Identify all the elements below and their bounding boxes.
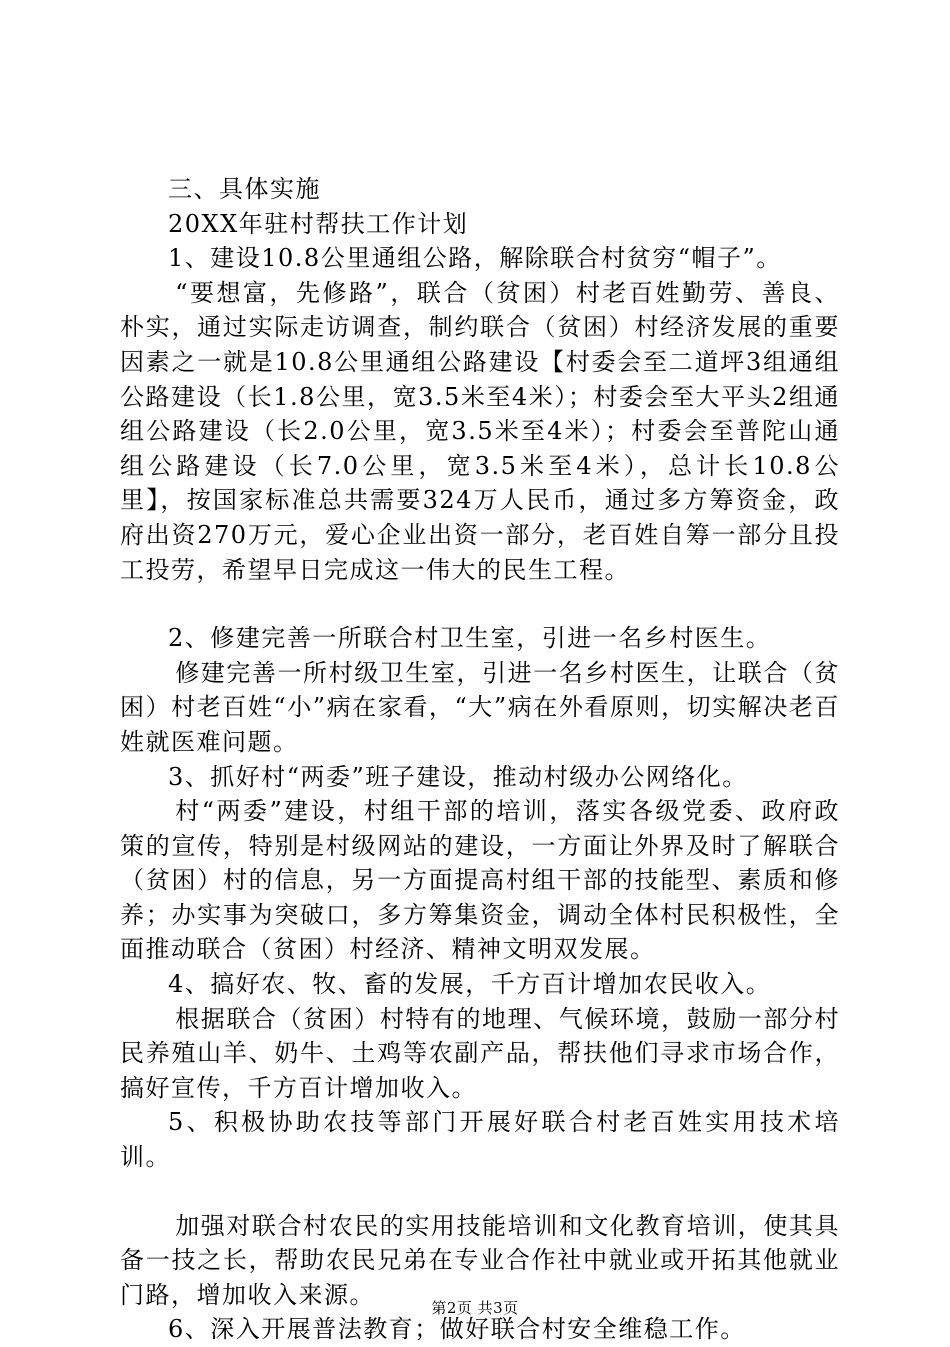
item-5-body: 加强对联合村农民的实用技能培训和文化教育培训，使其具备一技之长，帮助农民兄弟在专业合作社中就业或开拓其他就业门路，增加收入来源。 [120,1211,840,1309]
item-1-heading: 1、建设10.8公里通组公路，解除联合村贫穷“帽子”。 [168,244,782,273]
item-4-body: 根据联合（贫困）村特有的地理、气候环境，鼓励一部分村民养殖山羊、奶牛、土鸡等农副产品，帮扶他们寻求市场合作，搞好宣传，千方百计增加收入。 [120,1004,840,1102]
section-heading: 三、具体实施 [168,175,321,203]
item-4-heading: 4、搞好农、牧、畜的发展，千方百计增加农民收入。 [168,970,772,999]
page-number-footer: 第2页 共3页 [431,1299,519,1317]
item-6-heading: 6、深入开展普法教育；做好联合村安全维稳工作。 [168,1315,746,1344]
plan-title: 20XX年驻村帮扶工作计划 [168,209,469,238]
item-5-heading: 5、积极协助农技等部门开展好联合村老百姓实用技术培训。 [120,1108,840,1172]
item-2-body: 修建完善一所村级卫生室，引进一名乡村医生，让联合（贫困）村老百姓“小”病在家看，“大”病在外看原则，切实解决老百姓就医难问题。 [120,658,840,756]
document-body [120,172,840,1347]
item-2-heading: 2、修建完善一所联合村卫生室，引进一名乡村医生。 [168,624,772,653]
item-3-body: 村“两委”建设，村组干部的培训，落实各级党委、政府政策的宣传，特别是村级网站的建设，一方面让外界及时了解联合（贫困）村的信息，另一方面提高村组干部的技能型、素质和修养；办实事为突破口，多方筹集资金，调动全体村民积极性，全面推动联合（贫困）村经济、精神文明双发展。 [120,797,840,964]
item-1-body: “要想富，先修路”，联合（贫困）村老百姓勤劳、善良、朴实，通过实际走访调查，制约联合（贫困）村经济发展的重要因素之一就是10.8公里通组公路建设【村委会至二道坪3组通组公路建设（长1.8公里，宽3.5米至4米）；村委会至大平头2组通组公路建设（长2.0公里，宽3.5米至4米）；村委会至普陀山通组公路建设（长7.0公里，宽3.5米至4米），总计长10.8公里】，按国家标准总共需要324万人民币，通过多方筹资金，政府出资270万元，爱心企业出资一部分，老百姓自筹一部分且投工投劳，希望早日完成这一伟大的民生工程。 [120,278,840,584]
item-3-heading: 3、抓好村“两委”班子建设，推动村级办公网络化。 [168,762,748,791]
